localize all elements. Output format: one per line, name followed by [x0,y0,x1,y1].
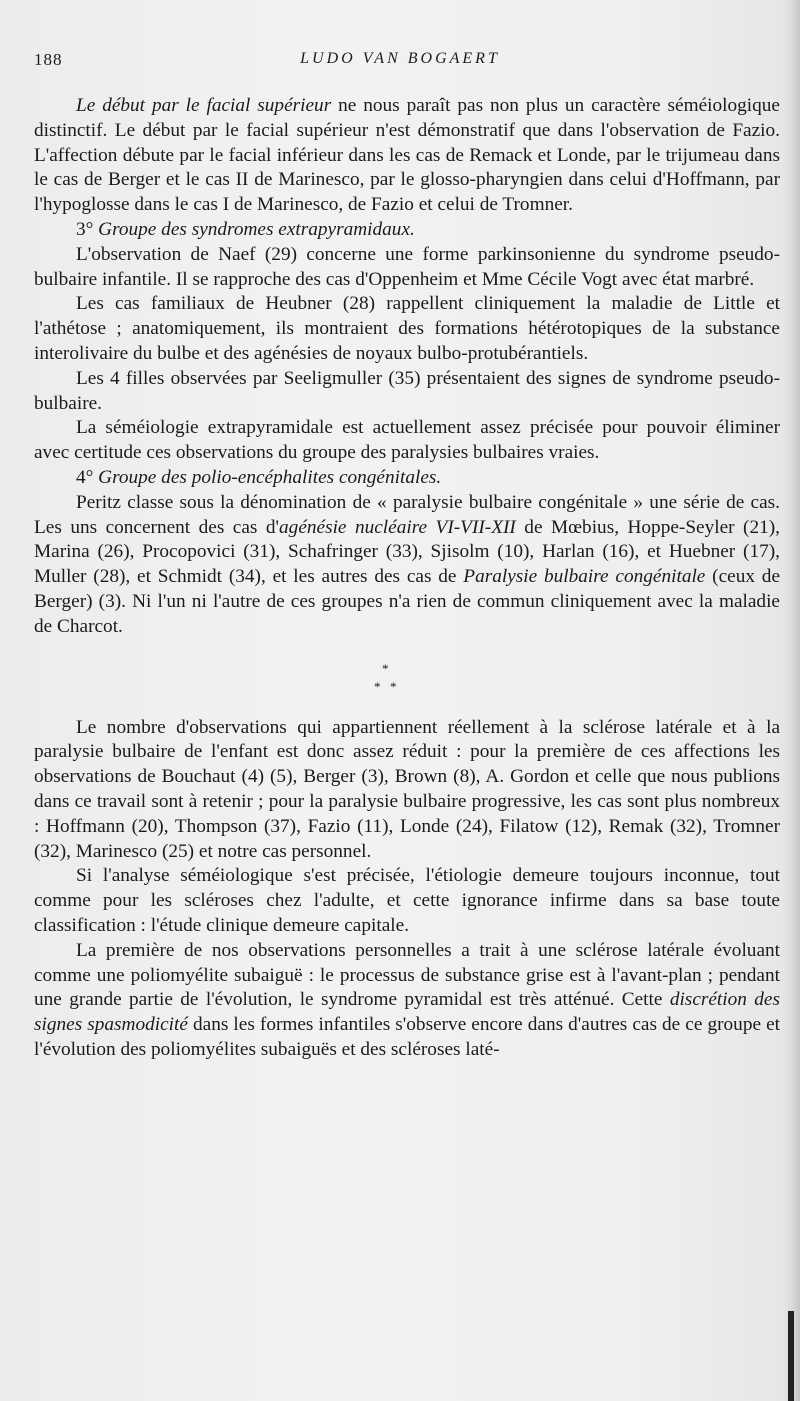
paragraph-text: Les 4 filles observées par Seeligmuller (35) présentaient des signes de syndrome pseudo-bulbaire. [34,367,780,414]
asterism-star: * [374,678,381,694]
italic-text: agénésie nucléaire VI-VII-XII [279,516,516,538]
paragraph [34,367,780,417]
paragraph [34,243,780,293]
paragraph-text: de Mœbius, Hoppe-Seyler (21), Marina (26), Procopovici (31), Schafringer (33), Sjisolm (10), Harlan (16), et Huebner (17), Muller (28), et Schmidt (34), et les autres des cas de [34,516,780,588]
page-header [34,50,766,80]
section-heading [34,466,780,491]
paragraph [34,864,780,938]
paragraph [34,716,780,865]
paragraph [34,491,780,640]
paragraph-text: dans les formes infantiles s'observe encore dans d'autres cas de ce groupe et l'évolution des poliomyélites subaiguës et des scléroses laté- [34,1014,780,1060]
page-number: 188 [34,50,63,69]
italic-text: Le début par le facial supérieur [76,95,332,116]
paragraph-text: Si l'analyse séméiologique s'est précisée, l'étiologie demeure toujours inconnue, tout comme pour les scléroses chez l'adulte, et cette ignorance infirme dans sa base toute classification : l'étude clinique demeure capitale. [34,865,780,936]
paragraph [34,939,780,1063]
section-number: 3° [76,218,99,240]
section-title: Groupe des syndromes extrapyramidaux. [98,218,415,240]
paragraph-text: La séméiologie extrapyramidale est actuellement assez précisée pour pouvoir éliminer avec certitude ces observations du groupe des paralysies bulbaires vraies. [34,417,780,464]
section-number: 4° [76,466,99,488]
section-separator [34,640,780,716]
paragraph [34,292,780,366]
paragraph-text: Le nombre d'observations qui appartiennent réellement à la sclérose latérale et à la paralysie bulbaire de l'enfant est donc assez réduit : pour la première de ces affections les observations de Bouchaut (4) (5), Berger (3), Brown (8), A. Gordon et celle que nous publions dans ce travail sont à retenir ; pour la paralysie bulbaire progressive, les cas sont plus nombreux : Hoffmann (20), Thompson (37), Fazio (11), Londe (24), Filatow (12), Remak (32), Tromner (32), Marinesco (25) et notre cas personnel. [34,716,780,862]
paragraph [34,416,780,466]
paragraph-text: ne nous paraît pas non plus un caractère séméiologique distinctif. Le début par le facial supérieur n'est démonstratif que dans l'observation de Fazio. L'affection débute par le facial inférieur dans les cas de Remack et Londe, par le trijumeau dans le cas de Berger et le cas II de Marinesco, par le glosso-pharyngien dans celui d'Hoffmann, par l'hypoglosse dans le cas I de Marinesco, de Fazio et celui de Tromner. [34,95,780,216]
paragraph-text: La première de nos observations personnelles a trait à une sclérose latérale évoluant comme une poliomyélite subaiguë : le processus de substance grise est à l'avant-plan ; pendant une grande partie de l'évolution, le syndrome pyramidal est très atténué. Cette [34,939,780,1011]
paragraph-text: Les cas familiaux de Heubner (28) rappellent cliniquement la maladie de Little et l'athétose ; anatomiquement, ils montraient des formations hétérotopiques de la substance interolivaire du bulbe et des agénésies de noyaux bulbo-protubérantiels. [34,293,780,364]
italic-text: Paralysie bulbaire congénitale [463,566,706,588]
asterism-star: * [390,678,397,694]
section-heading [34,218,780,243]
asterism-star: * [382,660,389,676]
body-text [34,94,780,1063]
section-title: Groupe des polio-encéphalites congénitales. [98,466,442,488]
running-title: LUDO VAN BOGAERT [300,50,500,67]
italic-text: discrétion des signes spasmodicité [34,989,780,1036]
paragraph-text: Peritz classe sous la dénomination de « paralysie bulbaire congénitale » une série de cas. Les uns concernent des cas d' [34,491,780,538]
paragraph-text: (ceux de Berger) (3). Ni l'un ni l'autre de ces groupes n'a rien de commun cliniquement avec la maladie de Charcot. [34,566,780,637]
paragraph [34,94,780,218]
page-edge-mark [788,1311,794,1401]
paragraph-text: L'observation de Naef (29) concerne une forme parkinsonienne du syndrome pseudo-bulbaire infantile. Il se rapproche des cas d'Oppenheim et Mme Cécile Vogt avec état marbré. [34,243,780,290]
page-edge-shadow [782,0,800,1401]
